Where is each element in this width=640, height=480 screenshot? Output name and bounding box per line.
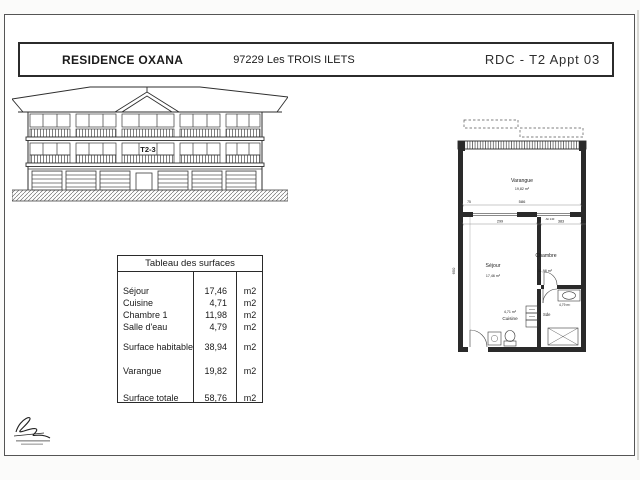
row-unit: m2 <box>243 310 257 320</box>
scan-edge-shadow <box>637 10 639 460</box>
signature-text-illegible <box>16 440 50 442</box>
varangue-area: 19,82 m² <box>514 187 530 191</box>
sde-area: 4,79 m² <box>559 303 571 307</box>
dim-varangue-left: 75 <box>467 200 471 204</box>
floor-slab-lower <box>26 163 264 167</box>
dim-sejour-width: 299 <box>496 219 504 224</box>
table-row <box>118 392 262 404</box>
table-row <box>118 365 262 377</box>
chambre-area: 11,98 m² <box>538 269 552 273</box>
dim-varangue-width: 586 <box>518 199 526 204</box>
table-column-divider <box>193 271 194 402</box>
chambre-label: Chambre <box>535 253 557 259</box>
row-label: Chambre 1 <box>123 310 168 320</box>
table-row <box>118 309 262 321</box>
row-value: 4,79 <box>209 322 227 332</box>
cuisine-label: Cuisine <box>502 316 518 321</box>
sink-basin <box>563 292 576 300</box>
row-value: 58,76 <box>204 393 227 403</box>
signature-mark <box>10 412 80 454</box>
row-label: Surface habitable <box>123 342 193 352</box>
roof-outline <box>12 87 288 112</box>
sde-label: Sde <box>543 312 551 317</box>
cuisine-area: 4,71 m² <box>503 310 517 314</box>
signature-text-illegible <box>21 444 43 445</box>
roof-overhang-dashed <box>464 120 583 137</box>
interior-walls <box>537 217 586 347</box>
surfaces-table-title: Tableau des surfaces <box>118 256 262 272</box>
row-unit: m2 <box>243 366 257 376</box>
row-value: 11,98 <box>205 310 227 320</box>
table-column-divider <box>236 271 237 402</box>
dim-chambre-width: 383 <box>557 219 565 224</box>
elevation-unit-tag: T2-3 <box>140 145 156 154</box>
row-label: Varangue <box>123 366 162 376</box>
row-label: Salle d'eau <box>123 322 168 332</box>
kitchen-appliances <box>526 306 538 327</box>
residence-name: RESIDENCE OXANA <box>62 52 184 67</box>
row-value: 4,71 <box>209 298 227 308</box>
table-row <box>118 341 262 353</box>
row-label: Surface totale <box>123 393 179 403</box>
table-row <box>118 321 262 333</box>
dimension-lines <box>462 204 586 348</box>
row-unit: m2 <box>243 298 257 308</box>
lower-balcony-railing <box>30 155 260 163</box>
apartment-label: RDC - T2 Appt 03 <box>484 52 600 67</box>
surfaces-table <box>117 255 263 403</box>
entrance-door-elevation <box>136 173 152 190</box>
dimension-labels <box>451 199 586 274</box>
garage-doors <box>32 171 256 190</box>
title-block <box>18 42 614 77</box>
dim-sill-height: Alt 140 <box>545 217 555 222</box>
upper-floor-windows <box>30 114 260 127</box>
varangue-label: Varangue <box>510 178 534 184</box>
dim-right-width: 110 <box>580 219 586 224</box>
sejour-area: 17,46 m² <box>485 274 501 278</box>
ground-hatch <box>12 190 288 201</box>
sliding-bay-wall <box>458 212 586 217</box>
row-value: 38,94 <box>204 342 227 352</box>
row-label: Séjour <box>123 286 150 296</box>
toilet-bowl <box>505 331 515 342</box>
floor-plan-drawing <box>440 108 592 360</box>
address: 97229 Les TROIS ILETS <box>233 53 355 66</box>
sejour-label: Séjour <box>485 263 501 269</box>
row-value: 17,46 <box>204 286 227 296</box>
dim-wall: 7 <box>538 219 540 224</box>
row-unit: m2 <box>243 393 257 403</box>
row-value: 19,82 <box>204 366 227 376</box>
building-elevation-drawing <box>12 85 288 211</box>
upper-balcony-railing <box>30 129 260 137</box>
varangue-railing <box>458 141 586 149</box>
table-row <box>118 297 262 309</box>
floor-slab-upper <box>26 137 264 141</box>
row-unit: m2 <box>243 286 257 296</box>
washing-machine <box>488 332 501 345</box>
dim-left-height: 650 <box>451 267 456 275</box>
row-unit: m2 <box>243 322 257 332</box>
row-label: Cuisine <box>123 298 154 308</box>
row-unit: m2 <box>243 342 257 352</box>
table-row <box>118 285 262 297</box>
